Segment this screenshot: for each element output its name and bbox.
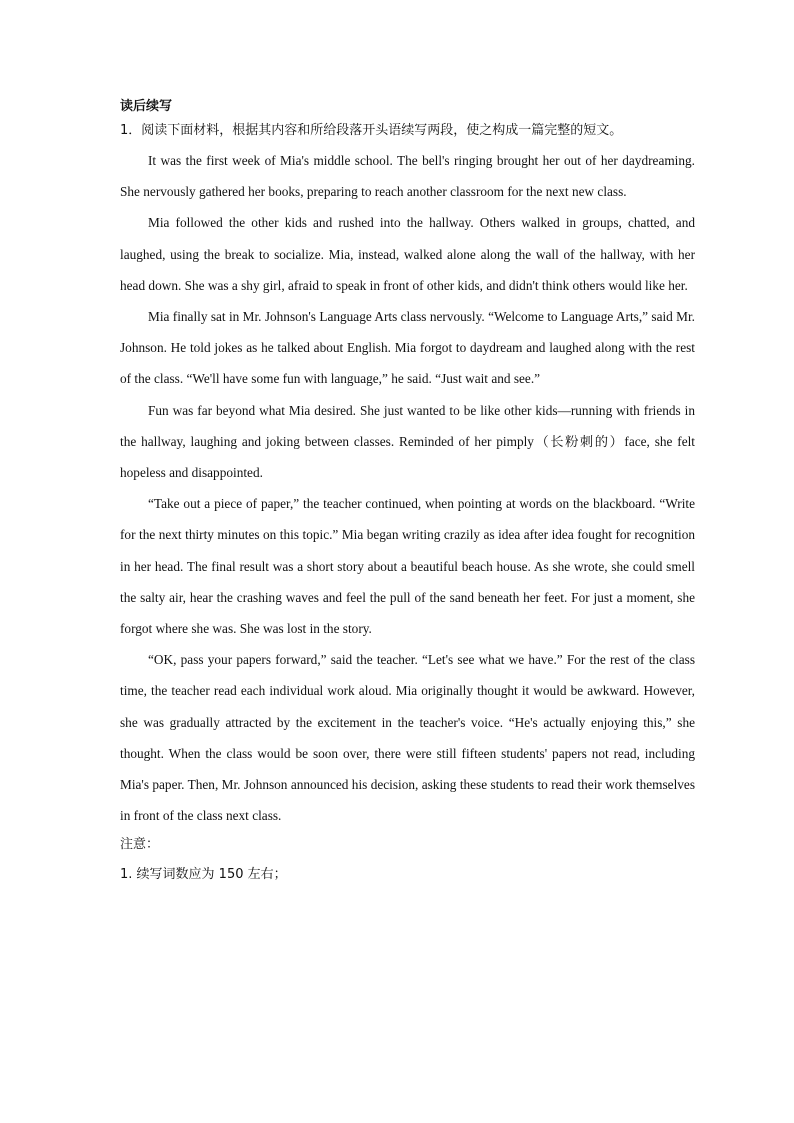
story-paragraph-3: Mia finally sat in Mr. Johnson's Language Arts class nervously. “Welcome to Language Arts,” said Mr. Johnson. He told jokes as he talked about English. Mia forgot to daydream and laughed along with the rest of the class. “We'll have some fun with language,” he said. “Just wait and see.” (120, 309, 695, 387)
story-paragraph-1: It was the first week of Mia's middle school. The bell's ringing brought her out of her daydreaming. She nervously gathered her books, preparing to reach another classroom for the next new class. (120, 153, 695, 200)
story-paragraph-5: “Take out a piece of paper,” the teacher continued, when pointing at words on the blackboard. “Write for the next thirty minutes on this topic.” Mia began writing crazily as idea after idea fought for recognition in her head. The final result was a short story about a beautiful beach house. As she wrote, she could smell the salty air, hear the crashing waves and feel the pull of the sand beneath her feet. For just a moment, she forgot where she was. She was lost in the story. (120, 496, 695, 637)
story-paragraph-2: Mia followed the other kids and rushed into the hallway. Others walked in groups, chatted, and laughed, using the break to socialize. Mia, instead, walked alone along the wall of the hallway, with her head down. She was a shy girl, afraid to speak in front of other kids, and didn't think others would like her. (120, 215, 695, 293)
document-content (120, 97, 695, 891)
story-paragraph-4: Fun was far beyond what Mia desired. She just wanted to be like other kids—running with friends in the hallway, laughing and joking between classes. Reminded of her pimply（长粉刺的）face, she felt hopeless and disappointed. (120, 402, 695, 481)
question-instruction: 1．阅读下面材料，根据其内容和所给段落开头语续写两段，使之构成一篇完整的短文。 (120, 123, 623, 138)
story-paragraph-6: “OK, pass your papers forward,” said the teacher. “Let's see what we have.” For the rest of the class time, the teacher read each individual work aloud. Mia originally thought it would be awkward. However, she was gradually attracted by the excitement in the teacher's voice. “He's actually enjoying this,” she thought. When the class would be soon over, there were still fifteen students' papers not read, including Mia's paper. Then, Mr. Johnson announced his decision, asking these students to read their work themselves in front of the class next class. (120, 652, 695, 824)
notes-title: 注意： (120, 837, 160, 853)
section-title: 读后续写 (120, 99, 173, 114)
note-item-1: 1. 续写词数应为 150 左右； (120, 867, 287, 883)
